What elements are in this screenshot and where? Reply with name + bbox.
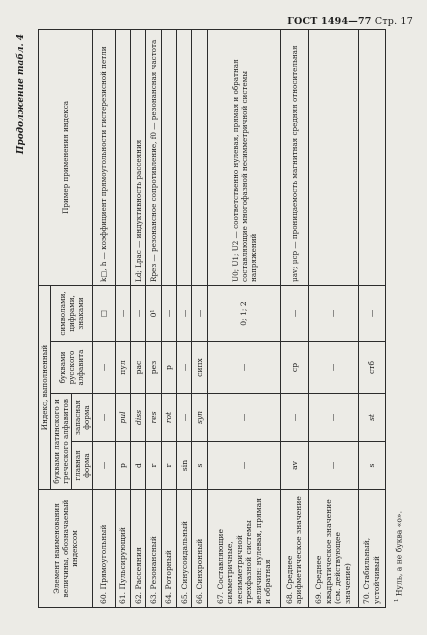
row-example: U0; U1; U2 — соответственно нулевая, прямая и обратная составляющие многофазной несимметричной системы напряжений xyxy=(207,29,281,285)
row-russian: сипх xyxy=(192,342,207,394)
row-name: 65. Синусоидальный xyxy=(177,490,192,608)
header-index-group: Индекс, выполненный xyxy=(39,285,51,489)
row-symbols: 0; 1; 2 xyxy=(207,285,281,341)
table-row xyxy=(146,29,161,607)
row-name: 60. Прямоугольный xyxy=(93,490,116,608)
row-upright: d xyxy=(131,442,146,490)
row-example xyxy=(308,29,358,285)
row-italic: rot xyxy=(161,394,176,442)
row-russian: — xyxy=(207,342,281,394)
row-example: k□, h — коэффициент прямоугольности гистерезисной петли xyxy=(93,29,116,285)
row-example xyxy=(161,29,176,285)
row-italic: — xyxy=(281,394,308,442)
row-italic: — xyxy=(177,394,192,442)
rotated-table-block xyxy=(16,30,418,608)
row-name: 70. Стабильный, устойчивый xyxy=(358,490,385,608)
table-row xyxy=(161,29,176,607)
row-upright: av xyxy=(281,442,308,490)
table-row xyxy=(177,29,192,607)
header-element: Элемент наименования величины, обозначаемый индексом xyxy=(39,490,93,608)
table-row xyxy=(131,29,146,607)
footnote-marker: 1 xyxy=(394,598,400,602)
row-name: 66. Синхронный xyxy=(192,490,207,608)
row-symbols: — xyxy=(161,285,176,341)
table-row xyxy=(358,29,385,607)
row-russian: пул xyxy=(115,342,130,394)
header-russian: буквами русского алфавита xyxy=(51,342,93,394)
row-italic: pul xyxy=(115,394,130,442)
row-upright: s xyxy=(192,442,207,490)
row-upright: — xyxy=(93,442,116,490)
row-symbols: — xyxy=(131,285,146,341)
table-row xyxy=(308,29,358,607)
row-upright: p xyxy=(115,442,130,490)
row-russian: — xyxy=(93,342,116,394)
row-upright: — xyxy=(308,442,358,490)
row-symbols: — xyxy=(308,285,358,341)
row-example: μav; μср — проницаемость магнитная средняя относительная xyxy=(281,29,308,285)
row-symbols: — xyxy=(358,285,385,341)
row-name: 68. Среднее арифметическое значение xyxy=(281,490,308,608)
row-name: 61. Пульсирующий xyxy=(115,490,130,608)
row-italic: — xyxy=(308,394,358,442)
row-italic: res xyxy=(146,394,161,442)
row-russian: — xyxy=(308,342,358,394)
row-russian: рез xyxy=(146,342,161,394)
table-row xyxy=(207,29,281,607)
footnote xyxy=(394,511,404,602)
table-row xyxy=(115,29,130,607)
row-italic: — xyxy=(207,394,281,442)
table-body xyxy=(93,29,386,607)
row-italic: diss xyxy=(131,394,146,442)
row-russian: стб xyxy=(358,342,385,394)
row-upright: r xyxy=(161,442,176,490)
footnote-text: Нуль, а не буква «о». xyxy=(394,511,404,597)
header-latin-upright: главная форма xyxy=(72,442,93,490)
table-header xyxy=(39,29,93,607)
row-symbols: — xyxy=(281,285,308,341)
row-upright: — xyxy=(207,442,281,490)
row-italic: — xyxy=(93,394,116,442)
table-continuation-caption: Продолжение табл. 4 xyxy=(16,34,26,155)
row-example xyxy=(177,29,192,285)
header-latin-group: буквами латинского и греческого алфавитов xyxy=(51,394,72,490)
header-symbols: символами, цифрами, знаками xyxy=(51,285,93,341)
table-row xyxy=(281,29,308,607)
header-latin-italic: запасная форма xyxy=(72,394,93,442)
table-row xyxy=(93,29,116,607)
row-italic: syn xyxy=(192,394,207,442)
index-table xyxy=(38,29,386,608)
row-italic: st xyxy=(358,394,385,442)
row-symbols: — xyxy=(115,285,130,341)
row-example: Rрез — резонансное сопротивление, f0 — резонансная частота xyxy=(146,29,161,285)
row-name: 62. Рассеяния xyxy=(131,490,146,608)
row-name: 67. Составляющие симметричные, несимметричной трехфазной системы величин: нулевая, прямая и обратная xyxy=(207,490,281,608)
row-example: Ld; Lрас — индуктивность рассеяния xyxy=(131,29,146,285)
row-russian: ср xyxy=(281,342,308,394)
row-example xyxy=(358,29,385,285)
standard-number: ГОСТ 1494—77 xyxy=(287,16,372,27)
header-example: Пример применения индекса xyxy=(39,29,93,285)
row-upright: r xyxy=(146,442,161,490)
row-russian: р xyxy=(161,342,176,394)
row-russian: рас xyxy=(131,342,146,394)
row-symbols: — xyxy=(177,285,192,341)
row-example xyxy=(115,29,130,285)
row-upright: sin xyxy=(177,442,192,490)
table-row xyxy=(192,29,207,607)
row-symbols: — xyxy=(192,285,207,341)
row-name: 69. Среднее квадратическое значение (см. действующее значение) xyxy=(308,490,358,608)
row-russian: — xyxy=(177,342,192,394)
row-symbols: 0¹ xyxy=(146,285,161,341)
row-name: 64. Роторный xyxy=(161,490,176,608)
page-number: Стр. 17 xyxy=(374,16,413,27)
row-name: 63. Резонансный xyxy=(146,490,161,608)
row-symbols: □ xyxy=(93,285,116,341)
row-example xyxy=(192,29,207,285)
row-upright: s xyxy=(358,442,385,490)
page-header xyxy=(287,16,413,27)
